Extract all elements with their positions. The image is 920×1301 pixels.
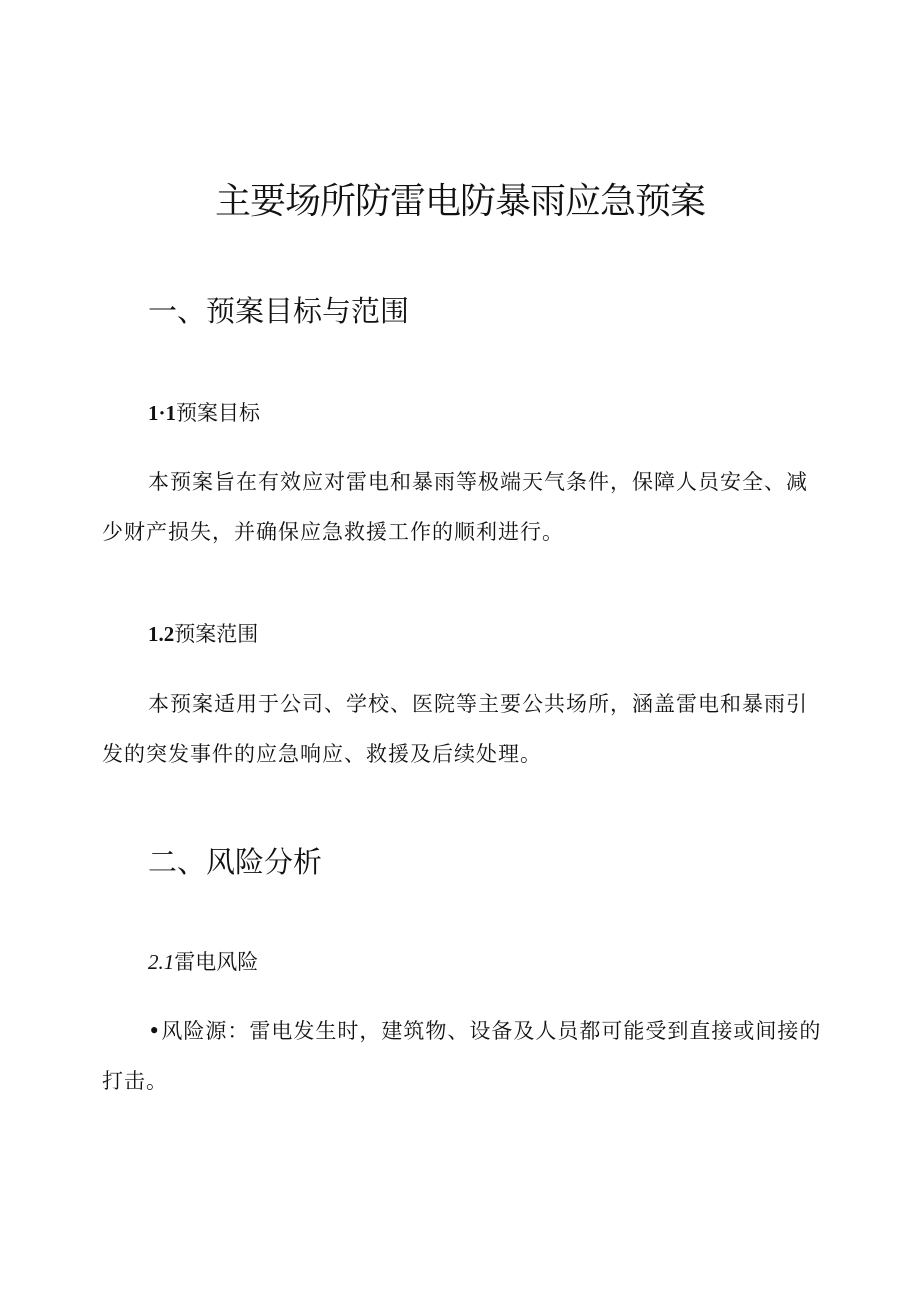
- section-heading-goals-scope: 一、预案目标与范围: [148, 294, 410, 328]
- subsection-heading-scope: [148, 619, 258, 649]
- paragraph-lightning-risk: •风险源：雷电发生时，建筑物、设备及人员都可能受到直接或间接的打击。: [102, 1019, 822, 1093]
- subsection-heading-lightning-risk: [148, 947, 258, 977]
- section-heading-risk-analysis: 二、风险分析: [148, 845, 323, 879]
- subsection-number: 1.2: [148, 622, 175, 646]
- paragraph-scope: 本预案适用于公司、学校、医院等主要公共场所，涵盖雷电和暴雨引发的突发事件的应急响应、救援及后续处理。: [102, 692, 808, 766]
- document-title: 主要场所防雷电防暴雨应急预案: [214, 181, 705, 222]
- subsection-title: 预案范围: [174, 622, 259, 646]
- subsection-title: 预案目标: [176, 401, 261, 425]
- paragraph-goal: 本预案旨在有效应对雷电和暴雨等极端天气条件，保障人员安全、减少财产损失，并确保应急救援工作的顺利进行。: [102, 470, 808, 544]
- subsection-number: 2.1: [148, 950, 175, 974]
- subsection-heading-goal: [148, 398, 260, 428]
- subsection-title: 雷电风险: [174, 950, 259, 974]
- subsection-number: 1·1: [148, 401, 177, 425]
